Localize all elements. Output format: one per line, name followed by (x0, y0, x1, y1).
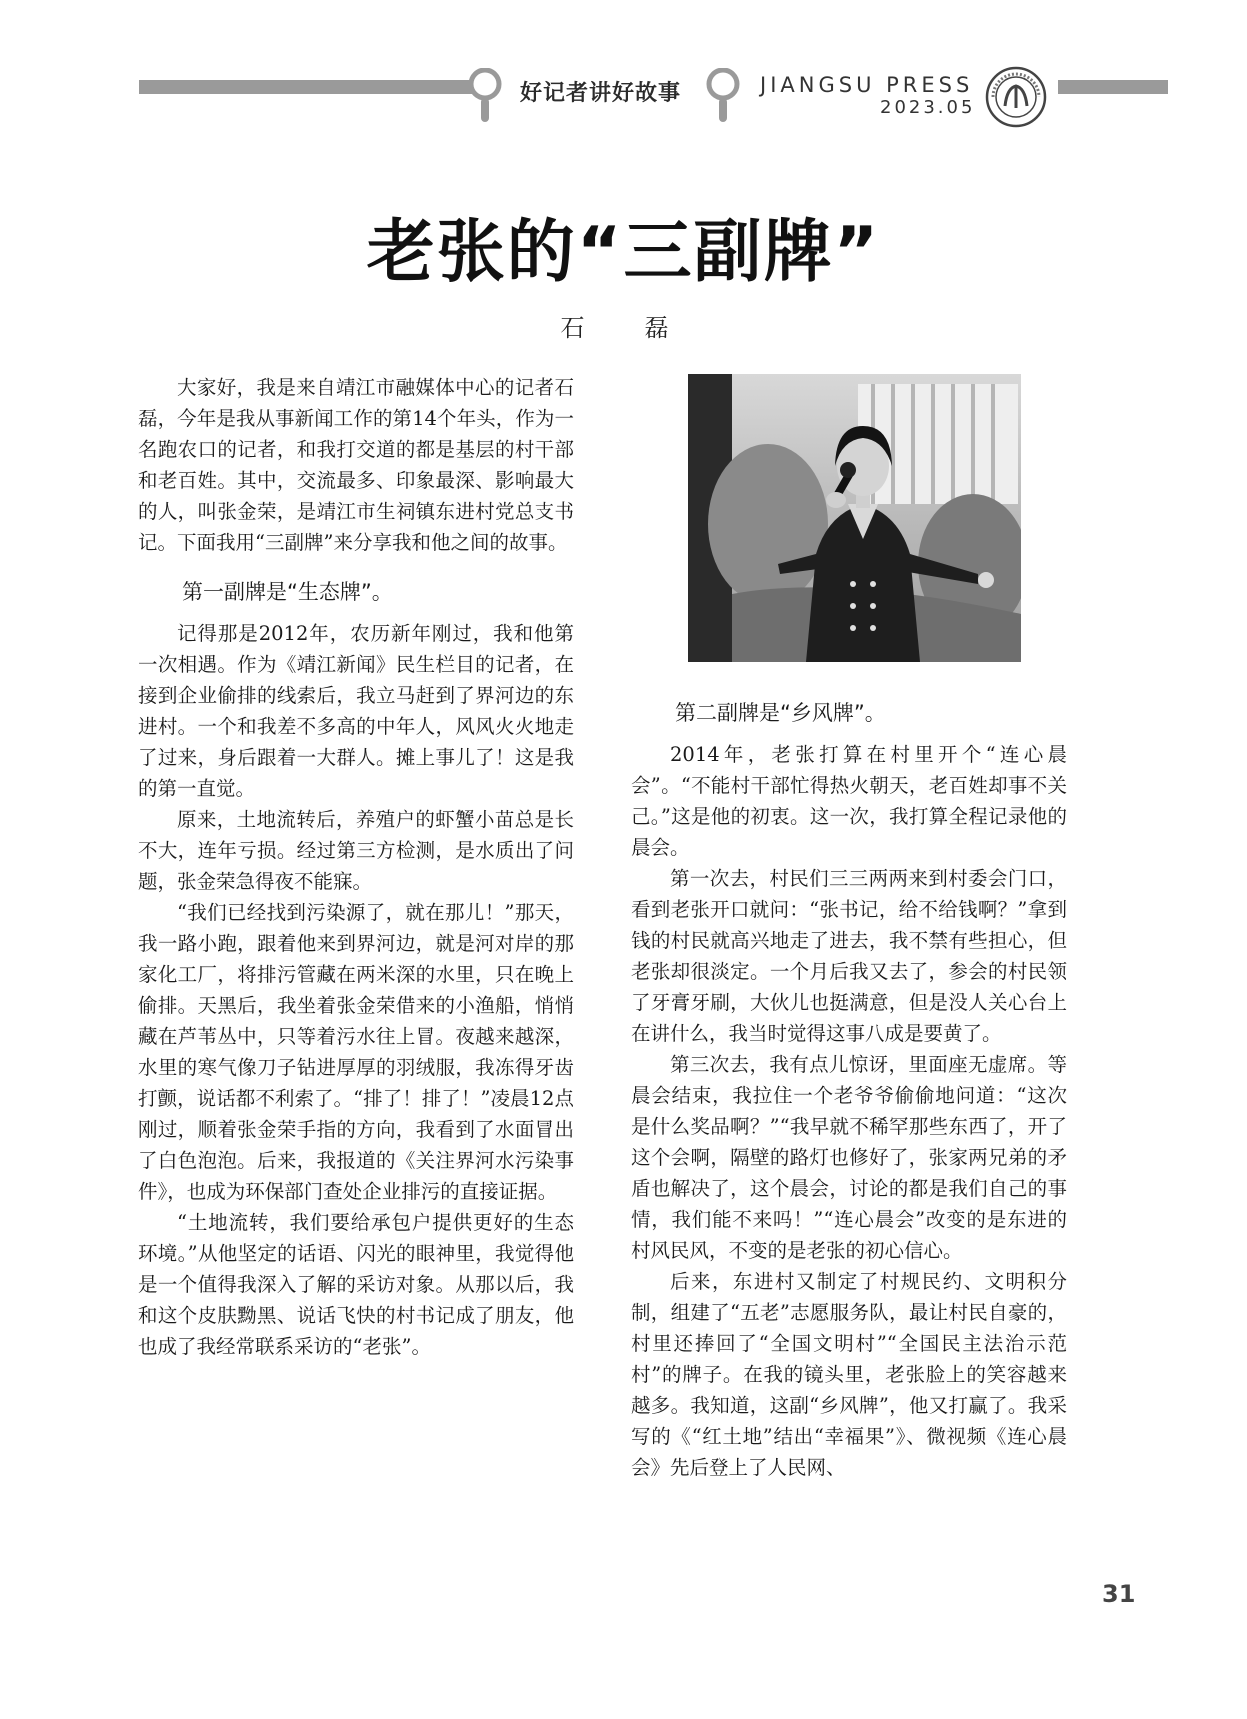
section-heading: 第二副牌是“乡风牌”。 (675, 701, 886, 725)
paragraph: “我们已经找到污染源了，就在那儿！”那天，我一路小跑，跟着他来到界河边，就是河对岸的那家化工厂，将排污管藏在两米深的水里，只在晚上偷排。天黑后，我坐着张金荣借来的小渔船，悄悄藏在芦苇丛中，只等着污水往上冒。夜越来越深，水里的寒气像刀子钻进厚厚的羽绒服，我冻得牙齿打颤，说话都不利索了。“排了！排了！”凌晨12点刚过，顺着张金荣手指的方向，我看到了水面冒出了白色泡泡。后来，我报道的《关注界河水污染事件》，也成为环保部门查处企业排污的直接证据。 (138, 901, 574, 1203)
left-column (138, 372, 574, 1362)
paragraph: 记得那是2012年，农历新年刚过，我和他第一次相遇。作为《靖江新闻》民生栏目的记者，在接到企业偷排的线索后，我立马赶到了界河边的东进村。一个和我差不多高的中年人，风风火火地走了过来，身后跟着一大群人。摊上事儿了！这是我的第一直觉。 (138, 622, 574, 800)
location-pin-icon (467, 68, 503, 124)
association-seal-logo (985, 66, 1047, 128)
paragraph: 后来，东进村又制定了村规民约、文明积分制，组建了“五老”志愿服务队，最让村民自豪的，村里还捧回了“全国文明村”“全国民主法治示范村”的牌子。在我的镜头里，老张脸上的笑容越来越多。我知道，这副“乡风牌”，他又打赢了。我采写的《“红土地”结出“幸福果”》、微视频《连心晨会》先后登上了人民网、 (631, 1270, 1067, 1479)
reporter-photo (688, 374, 1021, 662)
paragraph: 第一次去，村民们三三两两来到村委会门口，看到老张开口就问：“张书记，给不给钱啊？”拿到钱的村民就高兴地走了进去，我不禁有些担心，但老张却很淡定。一个月后我又去了，参会的村民领了牙膏牙刷，大伙儿也挺满意，但是没人关心台上在讲什么，我当时觉得这事八成是要黄了。 (631, 867, 1067, 1045)
magazine-name: JIANGSU PRESS (760, 73, 974, 97)
paragraph: 第三次去，我有点儿惊讶，里面座无虚席。等晨会结束，我拉住一个老爷爷偷偷地问道：“这次是什么奖品啊？”“我早就不稀罕那些东西了，开了这个会啊，隔壁的路灯也修好了，张家两兄弟的矛盾也解决了，这个晨会，讨论的都是我们自己的事情，我们能不来吗！”“连心晨会”改变的是东进的村风民风，不变的是老张的初心信心。 (631, 1053, 1067, 1262)
issue-number: 2023.05 (880, 97, 976, 118)
header-bar-left (139, 80, 477, 94)
right-column (631, 697, 1067, 1483)
article-title: 老张的“三副牌” (366, 213, 881, 292)
article-author: 石 磊 (560, 314, 687, 342)
page-number: 31 (1102, 1580, 1136, 1608)
location-pin-icon (705, 68, 741, 124)
section-heading: 第一副牌是“生态牌”。 (182, 580, 393, 604)
header-bar-right (1058, 80, 1168, 94)
paragraph: 原来，土地流转后，养殖户的虾蟹小苗总是长不大，连年亏损。经过第三方检测，是水质出了问题，张金荣急得夜不能寐。 (138, 808, 574, 893)
paragraph: 2014年，老张打算在村里开个“连心晨会”。“不能村干部忙得热火朝天，老百姓却事不关己。”这是他的初衷。这一次，我打算全程记录他的晨会。 (631, 743, 1067, 859)
section-label: 好记者讲好故事 (520, 81, 682, 106)
paragraph: 大家好，我是来自靖江市融媒体中心的记者石磊，今年是我从事新闻工作的第14个年头，作为一名跑农口的记者，和我打交道的都是基层的村干部和老百姓。其中，交流最多、印象最深、影响最大的人，叫张金荣，是靖江市生祠镇东进村党总支书记。下面我用“三副牌”来分享我和他之间的故事。 (138, 376, 574, 554)
paragraph: “土地流转，我们要给承包户提供更好的生态环境。”从他坚定的话语、闪光的眼神里，我觉得他是一个值得我深入了解的采访对象。从那以后，我和这个皮肤黝黑、说话飞快的村书记成了朋友，他也成了我经常联系采访的“老张”。 (138, 1211, 574, 1358)
